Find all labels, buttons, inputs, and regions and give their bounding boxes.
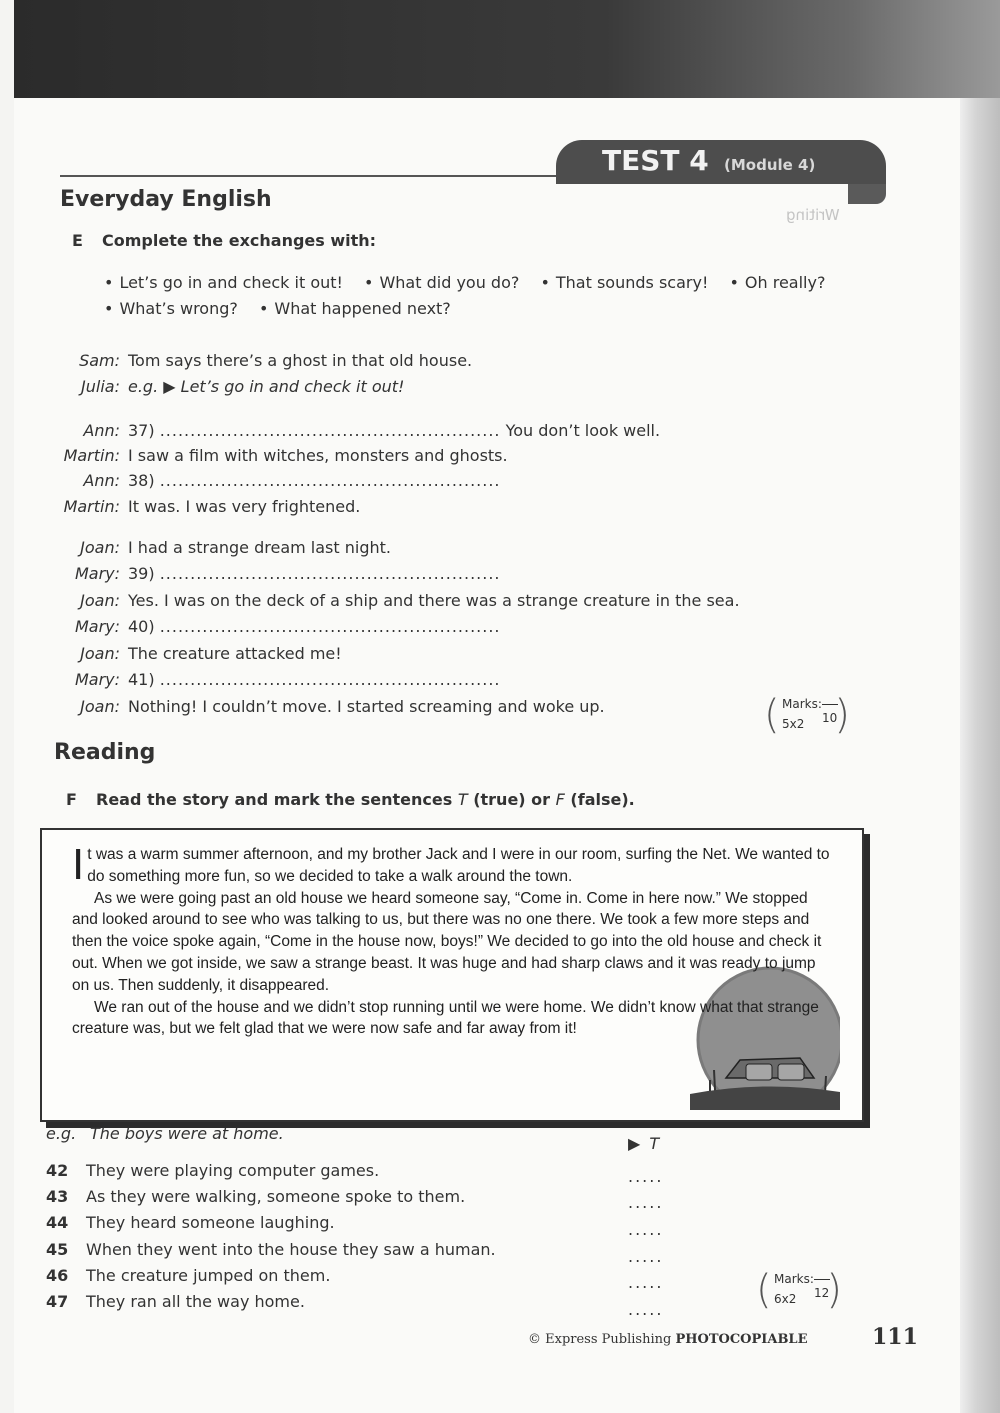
- reading-heading: Reading: [54, 740, 156, 765]
- answer-blank-42[interactable]: .....: [628, 1167, 664, 1186]
- header-rule: [60, 175, 570, 177]
- story-box: [40, 828, 864, 1122]
- option: Let’s go in and check it out!: [119, 273, 343, 292]
- statement-43: [46, 1187, 465, 1206]
- bleed-through-writing: Writing: [786, 206, 840, 224]
- section-letter: F: [66, 790, 77, 809]
- false-letter: F: [555, 790, 565, 809]
- bullet: •: [258, 299, 269, 318]
- question-number: 37): [128, 421, 155, 440]
- statement-number: 46: [46, 1266, 69, 1285]
- answer-blank-41[interactable]: ........................................................: [159, 670, 501, 689]
- marks-bracket-right: ): [826, 1267, 842, 1313]
- marks-multiplier: 6x2: [774, 1292, 797, 1306]
- tab-shadow: [848, 184, 886, 204]
- speaker: Sam:: [79, 351, 120, 370]
- photocopiable-text: PHOTOCOPIABLE: [675, 1332, 808, 1347]
- dialogue-line: [0, 617, 501, 636]
- answer-blank-46[interactable]: .....: [628, 1273, 664, 1292]
- story-paragraph-3: We ran out of the house and we didn’t stop running until we were home. We didn’t know what that strange creature was, but we felt glad that we were now safe and far away from it!: [72, 998, 819, 1038]
- statement-text: They were playing computer games.: [86, 1161, 380, 1180]
- statement-text: They ran all the way home.: [86, 1292, 305, 1311]
- bullet: •: [104, 273, 114, 292]
- marks-total: 10: [822, 711, 838, 725]
- option: What’s wrong?: [119, 299, 238, 318]
- dialogue-line: [0, 564, 501, 583]
- option: Oh really?: [744, 273, 826, 292]
- answer-blank-40[interactable]: ........................................................: [159, 617, 501, 636]
- story-text: [72, 840, 832, 1040]
- test-title: TEST 4: [602, 144, 709, 177]
- bullet: •: [540, 273, 550, 292]
- speaker: Ann:: [83, 421, 120, 440]
- speaker: Julia:: [81, 377, 120, 396]
- marks-bracket-right: ): [834, 692, 850, 738]
- marks-label: Marks:: [782, 697, 822, 711]
- section-letter: E: [72, 231, 83, 250]
- marks-box-f: [756, 1268, 842, 1318]
- answer-blank-37[interactable]: ........................................................: [159, 421, 501, 440]
- section-e-instruction: [72, 231, 376, 250]
- statement-text: The boys were at home.: [90, 1124, 284, 1143]
- speaker: Martin:: [63, 446, 120, 465]
- line-text: Yes. I was on the deck of a ship and there was a strange creature in the sea.: [128, 591, 740, 610]
- scan-dark-top-band: [14, 0, 1000, 98]
- instruction-text: Read the story and mark the sentences: [96, 790, 453, 809]
- speaker: Martin:: [63, 497, 120, 516]
- statement-text: They heard someone laughing.: [86, 1213, 335, 1232]
- dialogue-line: [0, 591, 740, 610]
- statement-number: 43: [46, 1187, 69, 1206]
- statement-45: [46, 1240, 496, 1259]
- line-text: The creature attacked me!: [128, 644, 342, 663]
- line-text: It was. I was very frightened.: [128, 497, 361, 516]
- instruction-text: (false).: [570, 790, 635, 809]
- dialogue-line: [0, 670, 501, 689]
- dialogue-line: [0, 644, 342, 663]
- copyright-text: © Express Publishing: [528, 1332, 672, 1347]
- example-answer: ▶ T: [628, 1134, 662, 1153]
- dialogue-line: [0, 377, 404, 396]
- statement-number: 45: [46, 1240, 69, 1259]
- speaker: Mary:: [74, 564, 120, 583]
- speaker: Mary:: [74, 670, 120, 689]
- answer-blank-44[interactable]: .....: [628, 1220, 664, 1239]
- statement-number: 42: [46, 1161, 69, 1180]
- bullet: •: [729, 273, 739, 292]
- instruction-text: (true) or: [473, 790, 551, 809]
- section-f-instruction: [66, 790, 635, 809]
- statement-text: When they went into the house they saw a human.: [86, 1240, 496, 1259]
- test-module: (Module 4): [724, 156, 816, 174]
- page-number: 111: [872, 1324, 918, 1350]
- statement-46: [46, 1266, 330, 1285]
- marks-multiplier: 5x2: [782, 717, 805, 731]
- statement-number: 47: [46, 1292, 69, 1311]
- marks-total: 12: [814, 1286, 830, 1300]
- speaker: Joan:: [80, 644, 120, 663]
- line-text: Nothing! I couldn’t move. I started screaming and woke up.: [128, 697, 605, 716]
- scan-right-edge-shadow: [960, 98, 1000, 1413]
- statement-text: The creature jumped on them.: [86, 1266, 331, 1285]
- example-label: e.g.: [46, 1124, 77, 1143]
- test-title-tab: [556, 140, 886, 184]
- dialogue-line: [0, 446, 508, 465]
- question-number: 40): [128, 617, 155, 636]
- line-text: I saw a film with witches, monsters and ghosts.: [128, 446, 508, 465]
- instruction-text: Complete the exchanges with:: [102, 231, 377, 250]
- statement-number: 44: [46, 1213, 69, 1232]
- answer-blank-39[interactable]: ........................................................: [159, 564, 501, 583]
- speaker: Ann:: [83, 471, 120, 490]
- line-text: I had a strange dream last night.: [128, 538, 391, 557]
- speaker: Joan:: [80, 697, 120, 716]
- speaker: Joan:: [80, 591, 120, 610]
- true-letter: T: [457, 790, 468, 809]
- marks-bracket-left: (: [756, 1267, 772, 1313]
- speaker: Mary:: [74, 617, 120, 636]
- answer-blank-38[interactable]: ........................................................: [159, 471, 501, 490]
- speaker: Joan:: [80, 538, 120, 557]
- story-drop-cap: I: [72, 840, 85, 889]
- dialogue-line: [0, 538, 391, 557]
- footer-copyright: [528, 1332, 807, 1347]
- question-number: 41): [128, 670, 155, 689]
- bullet: •: [364, 273, 374, 292]
- dialogue-line: [0, 421, 660, 440]
- example-statement: [46, 1124, 284, 1143]
- dialogue-line: [0, 471, 501, 490]
- option: What did you do?: [379, 273, 520, 292]
- options-row-1: [104, 273, 841, 292]
- dialogue-line: [0, 497, 360, 516]
- story-paragraph-2: As we were going past an old house we heard someone say, “Come in. Come in here now.” We stopped and looked around to see who was talking to us, but there was no one there. We took a few more steps and then the voice spoke again, “Come in the house now, boys!” We decided to go into the old house and check it out. When we got inside, we saw a strange beast. It was huge and had sharp claws and it was ready to jump on us. Then suddenly, it disappeared.: [72, 889, 822, 994]
- answer-blank-43[interactable]: .....: [628, 1193, 664, 1212]
- answer-blank-45[interactable]: .....: [628, 1247, 664, 1266]
- everyday-english-heading: Everyday English: [60, 187, 272, 212]
- line-text: You don’t look well.: [505, 421, 661, 440]
- option: What happened next?: [274, 299, 451, 318]
- marks-bracket-left: (: [764, 692, 780, 738]
- example-marker: e.g. ▶: [128, 377, 176, 396]
- story-paragraph-1: t was a warm summer afternoon, and my brother Jack and I were in our room, surfing the Net. We wanted to do something more fun, so we decided to take a walk around the town.: [87, 846, 830, 885]
- statement-44: [46, 1213, 335, 1232]
- question-number: 38): [128, 471, 155, 490]
- line-text: Tom says there’s a ghost in that old house.: [128, 351, 473, 370]
- statement-42: [46, 1161, 379, 1180]
- dialogue-line: [0, 697, 605, 716]
- bullet: •: [104, 299, 114, 318]
- options-row-2: [104, 299, 467, 318]
- answer-blank-47[interactable]: .....: [628, 1300, 664, 1319]
- example-answer: Let’s go in and check it out!: [180, 377, 405, 396]
- dialogue-line: [0, 351, 472, 370]
- marks-label: Marks:: [774, 1272, 814, 1286]
- option: That sounds scary!: [555, 273, 709, 292]
- marks-box-e: [764, 693, 850, 743]
- statement-text: As they were walking, someone spoke to them.: [86, 1187, 466, 1206]
- question-number: 39): [128, 564, 155, 583]
- statement-47: [46, 1292, 305, 1311]
